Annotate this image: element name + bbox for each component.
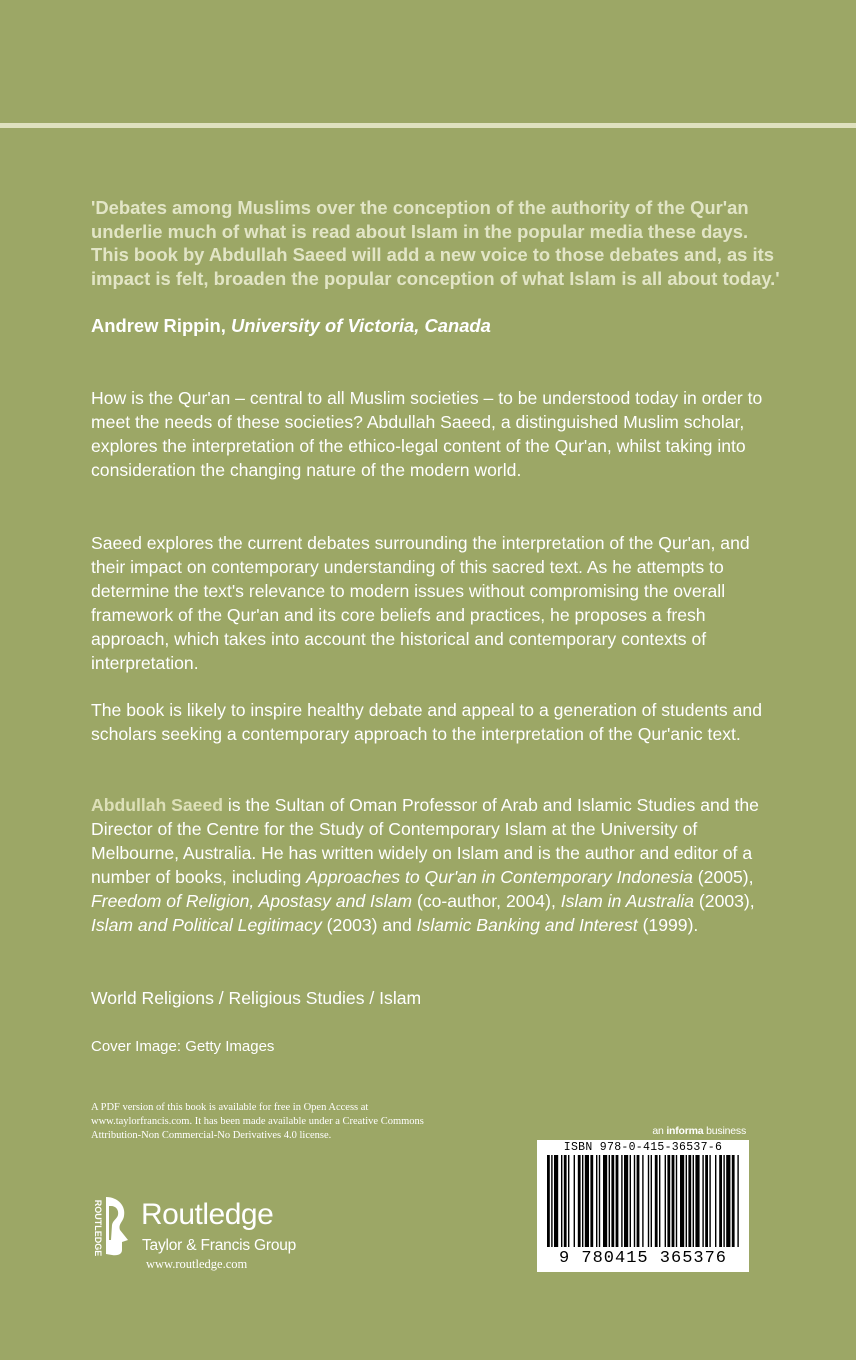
author-name: Abdullah Saeed — [91, 795, 223, 815]
informa-brand: informa — [666, 1125, 704, 1137]
bio-text: (1999). — [637, 915, 699, 935]
endorser-name: Andrew Rippin, — [91, 315, 231, 336]
informa-suffix: business — [703, 1125, 746, 1137]
isbn-label: ISBN 978-0-415-36537-6 — [563, 1141, 723, 1154]
routledge-logo-icon — [84, 1194, 132, 1258]
bio-text: (2003) and — [321, 915, 417, 935]
author-bio — [91, 793, 781, 937]
endorser-affiliation: University of Victoria, Canada — [230, 315, 491, 336]
bio-text: (2005), — [692, 867, 754, 887]
bio-text: (2003), — [694, 891, 755, 911]
barcode-bars — [541, 1155, 745, 1251]
book-title: Islam in Australia — [560, 891, 695, 911]
publisher-name: Routledge — [141, 1198, 274, 1231]
description-paragraph-1: How is the Qur'an – central to all Muslim societies – to be understood today in order to meet the needs of these societies? Abdullah Saeed, a distinguished Muslim scholar, explores the interpretation of the ethico-legal content of the Qur'an, whilst taking into consideration the changing nature of the modern world. — [91, 388, 763, 480]
endorsement-attribution — [91, 314, 781, 338]
book-title: Approaches to Qur'an in Contemporary Indonesia — [306, 867, 693, 887]
description-paragraph-3: The book is likely to inspire healthy debate and appeal to a generation of students and scholars seeking a contemporary approach to the interpretation of the Qur'anic text. — [91, 700, 762, 744]
bio-text: is the Sultan of Oman Professor of Arab and Islamic Studies and the Director of the Centre for the Study of Contemporary Islam at the University of Melbourne, Australia. He has written widely on Islam and is the author and editor of a number of books, including — [91, 795, 759, 887]
top-divider — [0, 123, 856, 128]
description-paragraph-2: Saeed explores the current debates surrounding the interpretation of the Qur'an, and their impact on contemporary understanding of this sacred text. As he attempts to determine the text's relevance to modern issues without compromising the overall framework of the Qur'an and its core beliefs and practices, he proposes a fresh approach, which takes into account the historical and contemporary contexts of interpretation. — [91, 533, 750, 673]
subject-categories: World Religions / Religious Studies / Islam — [91, 988, 422, 1008]
isbn-digits: 9 780415 365376 — [558, 1249, 728, 1268]
book-title: Islamic Banking and Interest — [416, 915, 638, 935]
isbn-barcode — [537, 1140, 749, 1272]
publisher-group: Taylor & Francis Group — [142, 1237, 297, 1254]
open-access-notice: A PDF version of this book is available for free in Open Access at www.taylorfrancis.com. It has been made available under a Creative Commons Attribution-Non Commercial-No Derivatives 4.0 license. — [91, 1102, 424, 1141]
publisher-url[interactable]: www.routledge.com — [146, 1257, 248, 1271]
book-title: Freedom of Religion, Apostasy and Islam — [91, 891, 413, 911]
informa-business-tag — [634, 1125, 746, 1137]
endorsement-quote: 'Debates among Muslims over the conception of the authority of the Qur'an underlie much of what is read about Islam in the popular media these days. This book by Abdullah Saeed will add a new voice to those debates and, as its impact is felt, broaden the popular conception of what Islam is all about today.' — [91, 197, 780, 289]
informa-prefix: an — [652, 1125, 667, 1137]
bio-text: (co-author, 2004), — [412, 891, 561, 911]
cover-image-credit: Cover Image: Getty Images — [91, 1038, 275, 1055]
book-title: Islam and Political Legitimacy — [91, 915, 322, 935]
routledge-logo-text: ROUTLEDGE — [93, 1199, 103, 1257]
